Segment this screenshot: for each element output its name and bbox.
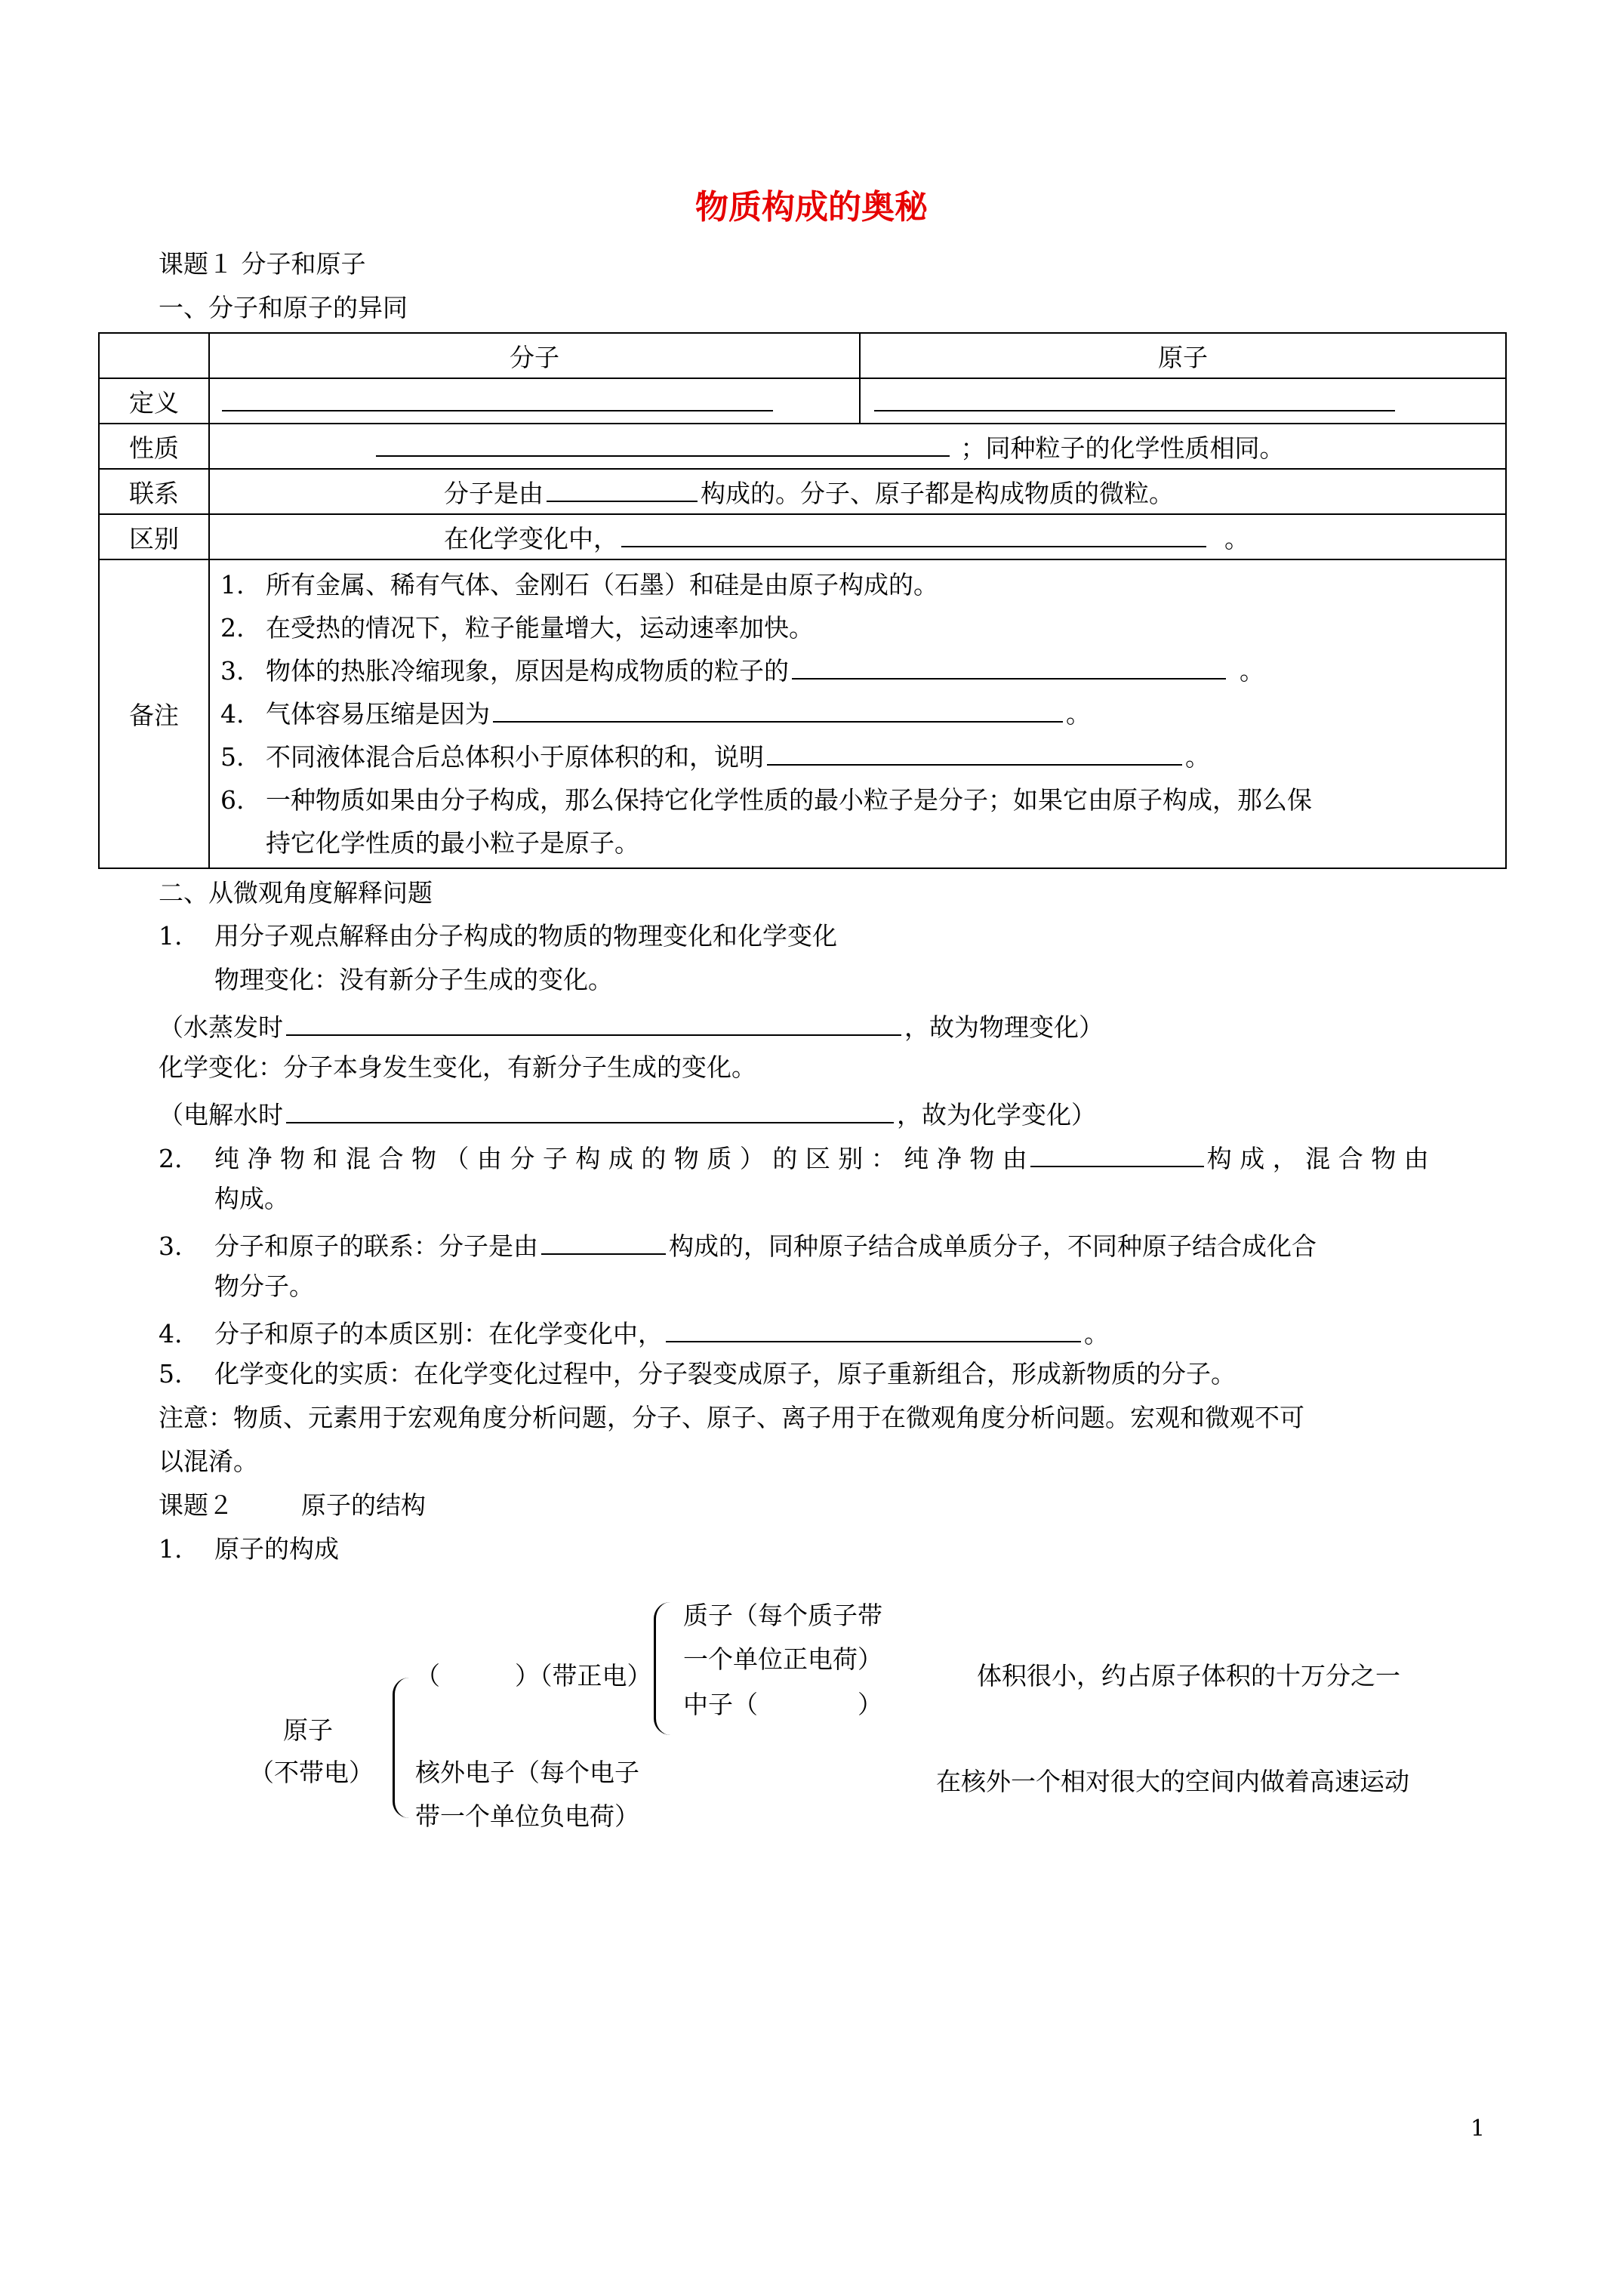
electron-label-continued: 带一个单位负电荷） [415, 1801, 639, 1831]
note-item: 6. 一种物质如果由分子构成，那么保持它化学性质的最小粒子是分子；如果它由原子构成，那么保 [220, 785, 1312, 815]
relation-prefix: 分子是由 [444, 478, 544, 508]
row-label-property: 性质 [99, 424, 209, 469]
col-header-molecule: 分子 [209, 333, 860, 378]
note-item: 3. 物体的热胀冷缩现象，原因是构成物质的粒子的 。 [220, 649, 1505, 692]
section2-heading: 二、从微观角度解释问题 [159, 878, 433, 908]
row-label-notes: 备注 [99, 559, 209, 868]
answer-blank[interactable] [792, 652, 1226, 680]
item-1: 1. 用分子观点解释由分子构成的物质的物理变化和化学变化 [159, 921, 837, 951]
chemical-change-text: 化学变化：分子本身发生变化，有新分子生成的变化。 [159, 1052, 756, 1082]
col-header-atom: 原子 [860, 333, 1506, 378]
lesson1-heading: 课题１ 分子和原子 [159, 249, 366, 279]
table-row [99, 424, 1506, 469]
physical-change-text: 物理变化：没有新分子生成的变化。 [214, 965, 613, 994]
answer-blank[interactable] [621, 520, 1206, 547]
neutron-label: 中子（ ） [683, 1690, 882, 1719]
electrolysis-line: （电解水时 ，故为化学变化） [159, 1096, 1096, 1130]
table-row [99, 514, 1506, 559]
answer-blank[interactable] [547, 475, 698, 502]
item-5: 5. 化学变化的实质：在化学变化过程中，分子裂变成原子，原子重新组合，形成新物质的分子。 [159, 1359, 1236, 1388]
lesson2-heading: 课题２ 原子的结构 [159, 1490, 426, 1520]
table-row [99, 333, 1506, 378]
table-row [99, 378, 1506, 424]
atom-label: 原子 [283, 1715, 333, 1745]
note-item-continued: 持它化学性质的最小粒子是原子。 [266, 828, 639, 858]
note-item: 2. 在受热的情况下，粒子能量增大，运动速率加快。 [220, 613, 814, 643]
note-item: 5. 不同液体混合后总体积小于原体积的和，说明 。 [220, 735, 1505, 778]
proton-label: 质子（每个质子带 [683, 1601, 882, 1630]
row-label-difference: 区别 [99, 514, 209, 559]
answer-blank[interactable] [286, 1096, 894, 1123]
proton-label-continued: 一个单位正电荷） [683, 1644, 882, 1674]
note-text: 注意：物质、元素用于宏观角度分析问题，分子、原子、离子用于在微观角度分析问题。宏观和微观不可 [159, 1403, 1304, 1432]
answer-blank[interactable] [222, 384, 773, 411]
table-row [99, 559, 1506, 868]
property-text: ；同种粒子的化学性质相同。 [960, 433, 1285, 463]
notes-cell [209, 559, 1506, 868]
table-row [99, 469, 1506, 514]
definition-molecule-blank [209, 378, 860, 424]
comparison-table [98, 332, 1507, 869]
item-3: 3. 分子和原子的联系：分子是由 构成的，同种原子结合成单质分子，不同种原子结合成化合 [159, 1228, 1317, 1262]
steam-line: （水蒸发时 ，故为物理变化） [159, 1009, 1104, 1043]
lesson2-item-1: 1. 原子的构成 [159, 1534, 339, 1564]
nucleus-label: （ ）（带正电） [415, 1661, 652, 1690]
relation-suffix: 构成的。分子、原子都是构成物质的微粒。 [701, 478, 1174, 508]
electron-label: 核外电子（每个电子 [415, 1758, 639, 1787]
atom-charge-label: （不带电） [249, 1758, 374, 1787]
item-2: 2. 纯 净 物 和 混 合 物 （ 由 分 子 构 成 的 物 质 ） 的 区 别 ： 纯 净 物 由 构 成 ， 混 合 物 由 [159, 1140, 1429, 1174]
item-4: 4. 分子和原子的本质区别：在化学变化中， 。 [159, 1315, 1109, 1349]
atom-brace [393, 1678, 413, 1818]
note-text-continued: 以混淆。 [159, 1447, 258, 1476]
answer-blank[interactable] [767, 738, 1182, 766]
answer-blank[interactable] [493, 695, 1063, 723]
answer-blank[interactable] [1030, 1140, 1204, 1167]
answer-blank[interactable] [286, 1009, 901, 1036]
item-2-continued: 构成。 [214, 1184, 289, 1213]
difference-suffix: 。 [1224, 523, 1249, 553]
answer-blank[interactable] [666, 1315, 1081, 1342]
row-label-relation: 联系 [99, 469, 209, 514]
definition-atom-blank [860, 378, 1506, 424]
section1-heading: 一、分子和原子的异同 [159, 293, 408, 322]
electron-note: 在核外一个相对很大的空间内做着高速运动 [936, 1767, 1409, 1796]
page-title: 物质构成的奥秘 [695, 188, 928, 227]
note-item: 1. 所有金属、稀有气体、金刚石（石墨）和硅是由原子构成的。 [220, 570, 938, 599]
nucleus-note: 体积很小，约占原子体积的十万分之一 [977, 1661, 1400, 1690]
answer-blank[interactable] [541, 1228, 666, 1255]
item-3-continued: 物分子。 [214, 1271, 314, 1301]
page-number: 1 [1471, 2116, 1486, 2142]
answer-blank[interactable] [874, 384, 1395, 411]
note-item: 4. 气体容易压缩是因为 。 [220, 692, 1505, 735]
difference-prefix: 在化学变化中， [444, 523, 618, 553]
row-label-definition: 定义 [99, 378, 209, 424]
answer-blank[interactable] [376, 430, 950, 457]
nucleus-brace [654, 1602, 673, 1735]
